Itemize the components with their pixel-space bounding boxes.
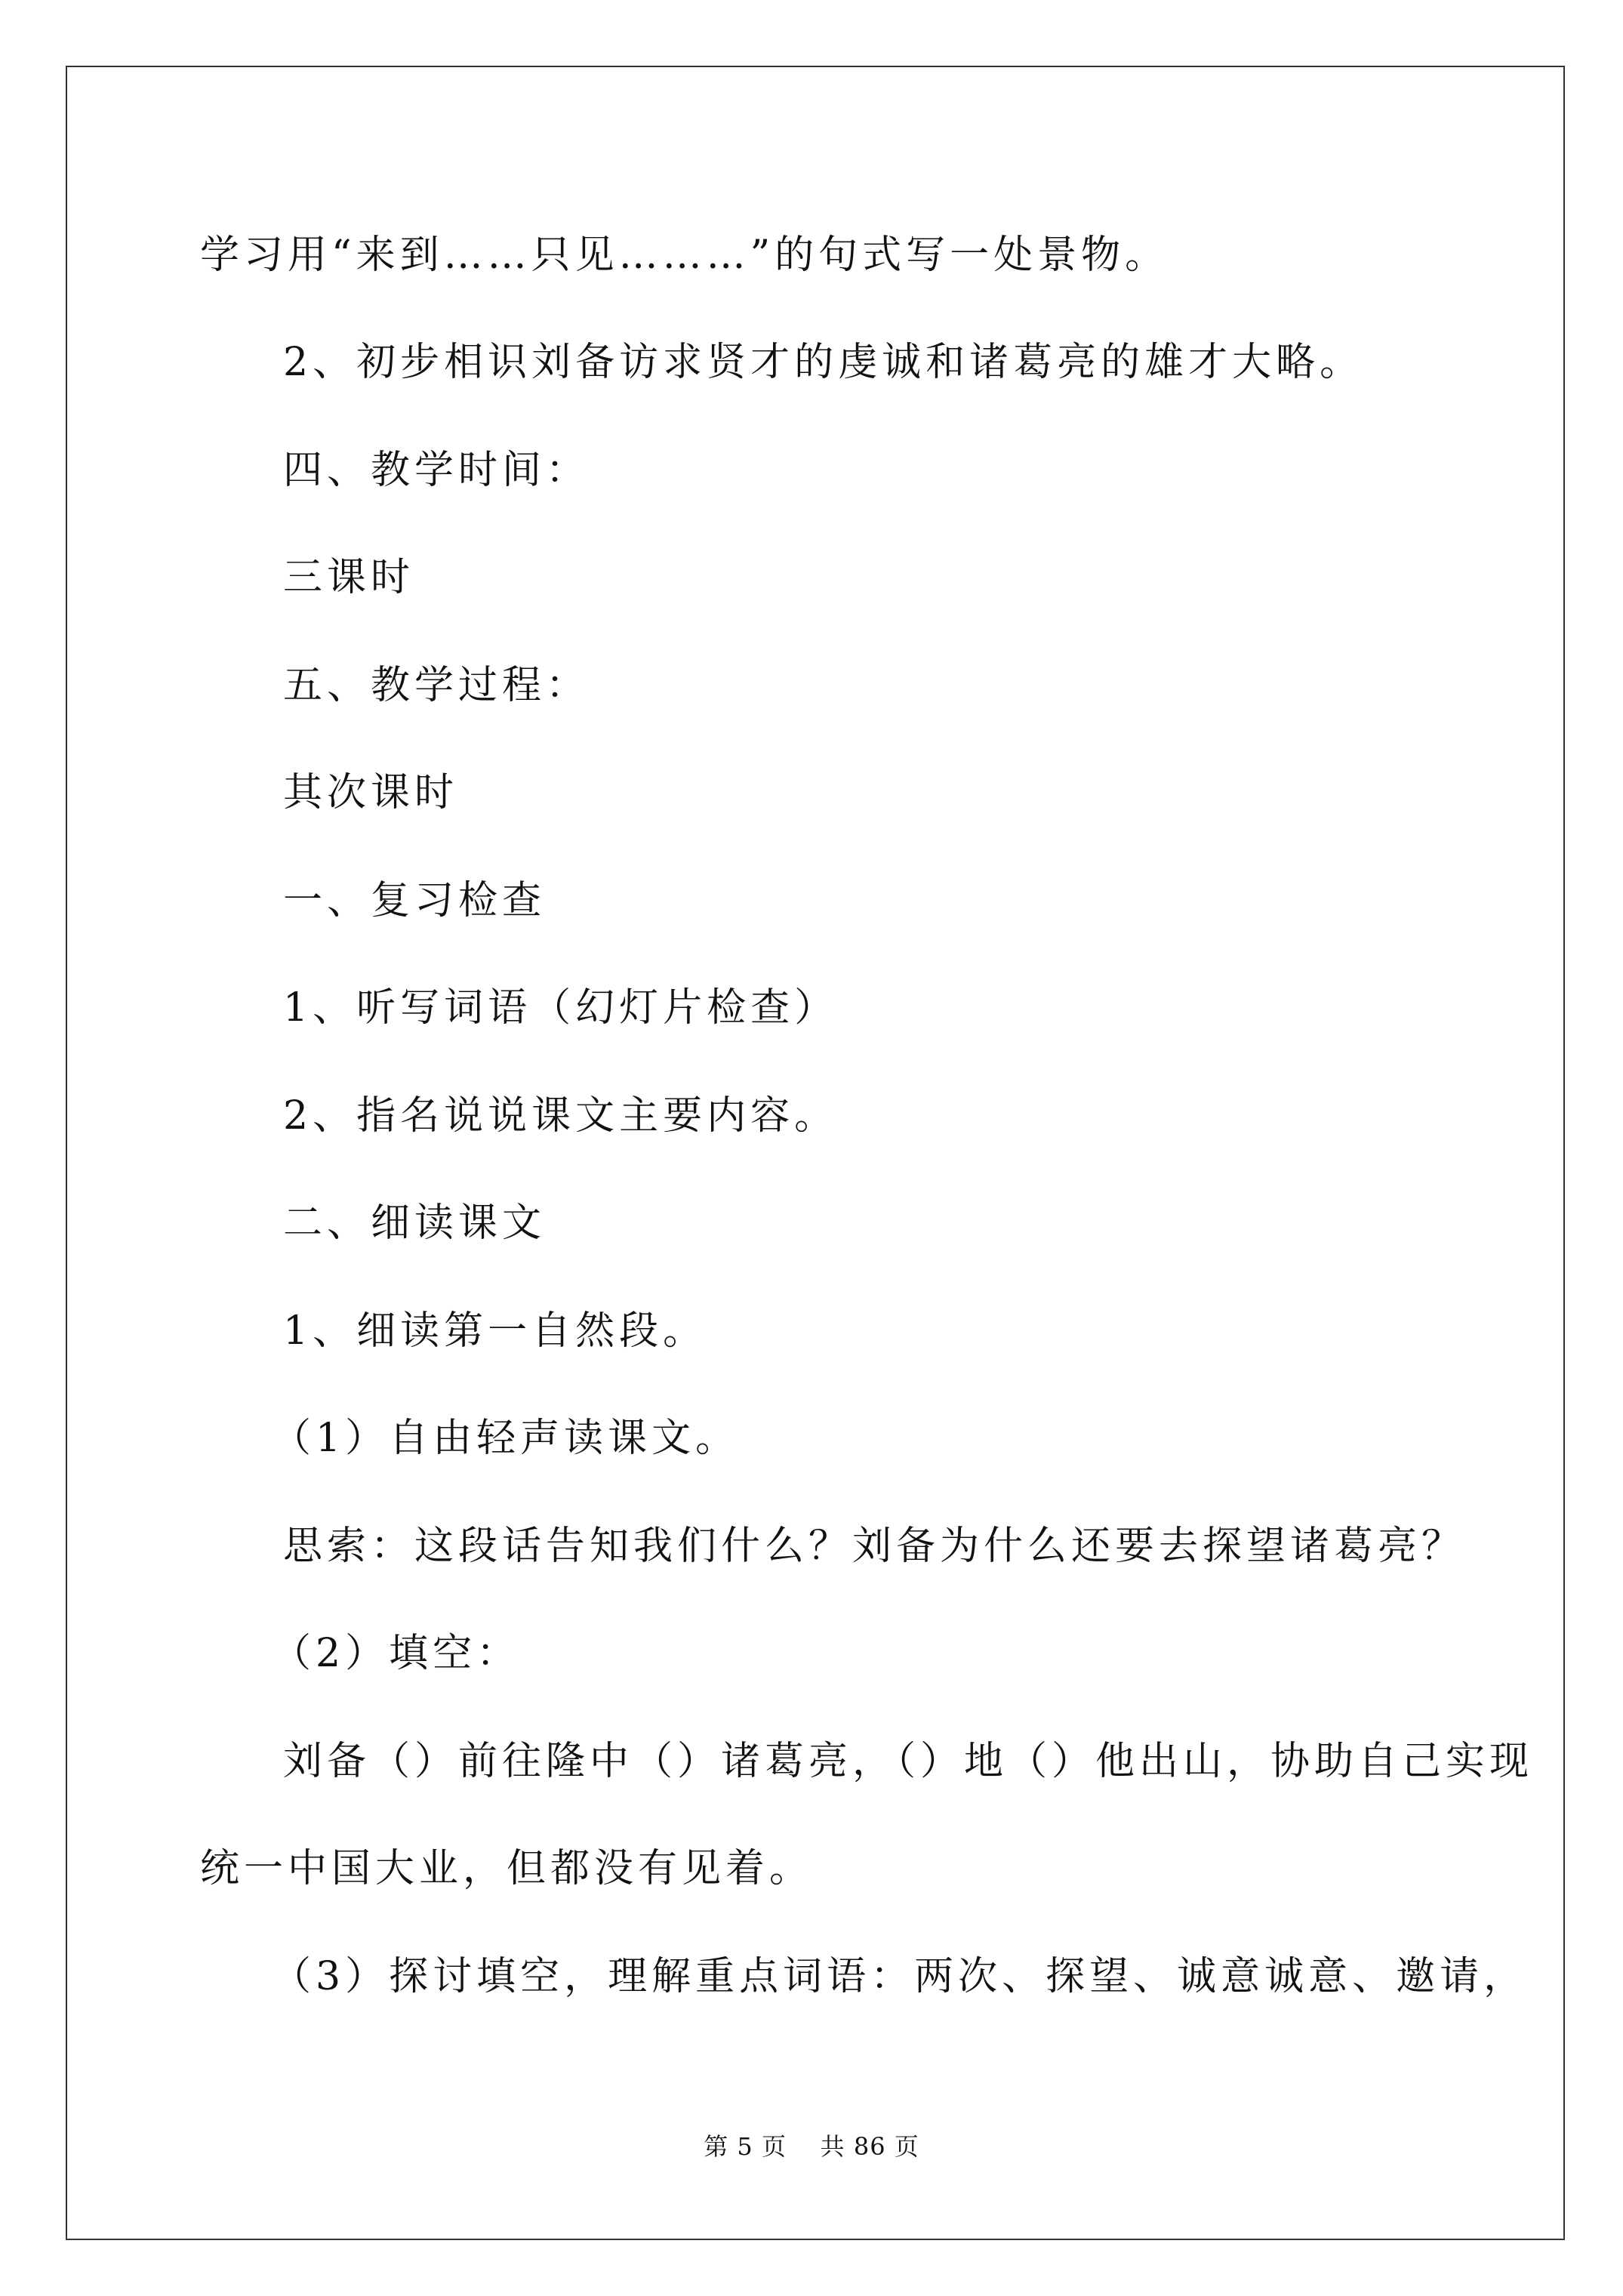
text-line-dictation: 1、听写词语（幻灯片检查） [283, 985, 839, 1031]
text-line-main-content: 2、指名说说课文主要内容。 [283, 1093, 839, 1139]
section-heading-teaching-time: 四、教学时间： [283, 448, 590, 493]
page-border [66, 66, 1565, 2240]
page-number: 第 5 页 [704, 2132, 787, 2161]
text-line-fill-blank-heading: （2）填空： [272, 1631, 521, 1676]
text-line-fill-blank-2: 统一中国大业，但都没有见着。 [200, 1846, 814, 1891]
text-line-free-reading: （1）自由轻声读课文。 [272, 1416, 740, 1461]
text-line-think-question: 思索：这段话告知我们什么？刘备为什么还要去探望诸葛亮？ [283, 1524, 1466, 1569]
text-line-second-class: 其次课时 [283, 770, 459, 815]
page-footer [0, 2131, 1623, 2162]
text-line-class-hours: 三课时 [283, 555, 415, 600]
section-heading-teaching-process: 五、教学过程： [283, 663, 590, 708]
text-line-first-paragraph: 1、细读第一自然段。 [283, 1308, 707, 1354]
text-line-fill-blank-1: 刘备（）前往隆中（）诸葛亮，（）地（）他出山，协助自己实现 [283, 1739, 1534, 1784]
section-heading-close-reading: 二、细读课文 [283, 1200, 547, 1246]
section-heading-review: 一、复习检查 [283, 878, 547, 923]
text-line-discussion: （3）探讨填空，理解重点词语：两次、探望、诚意诚意、邀请， [272, 1954, 1528, 1999]
text-line-2: 2、初步相识刘备访求贤才的虔诚和诸葛亮的雄才大略。 [283, 340, 1364, 385]
text-line-1: 学习用“来到……只见………”的句式写一处景物。 [200, 233, 1169, 278]
page-total: 共 86 页 [820, 2132, 919, 2161]
